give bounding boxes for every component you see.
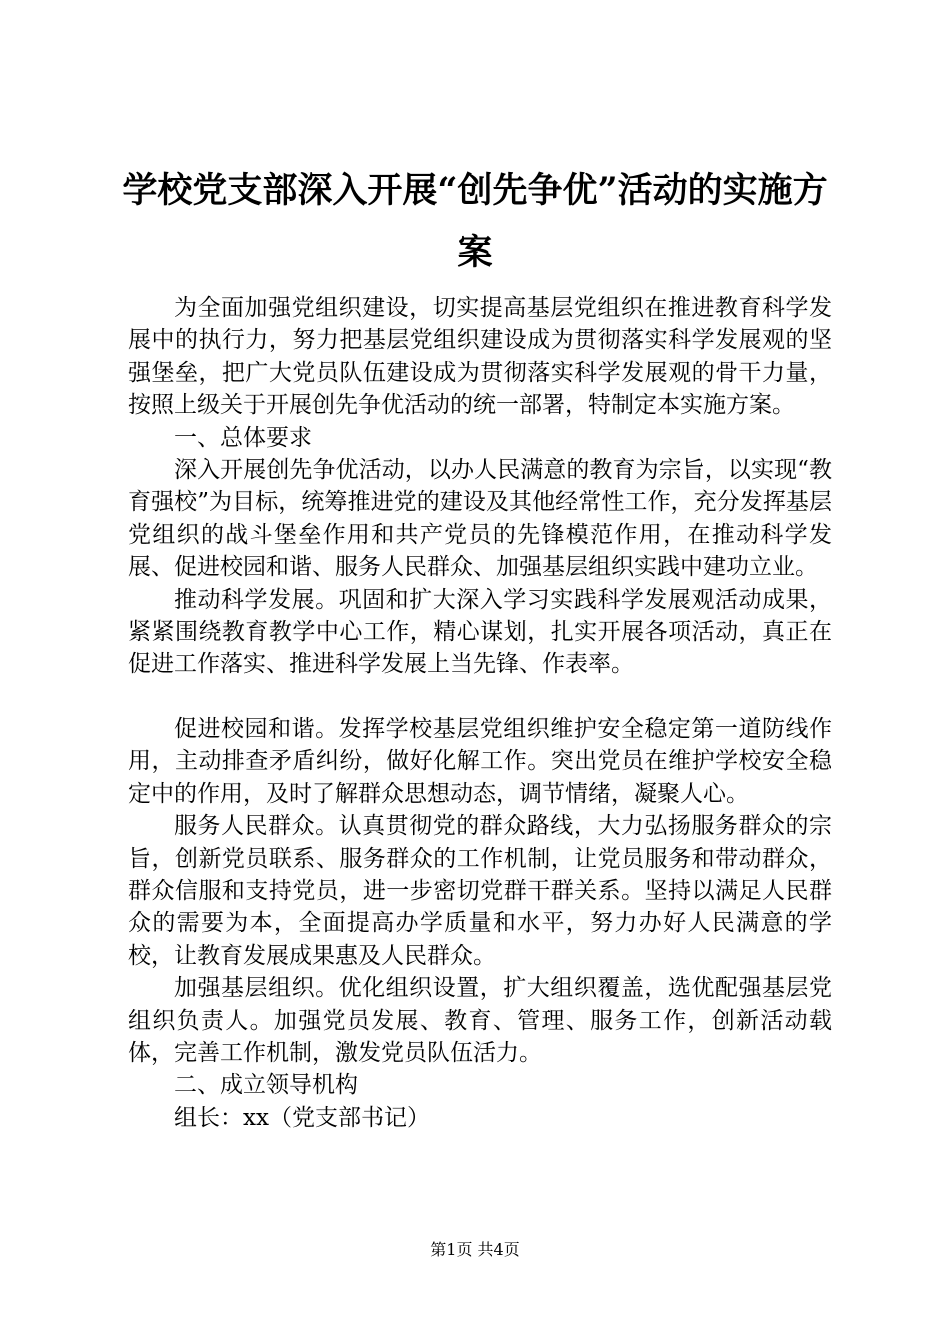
campus-harmony-paragraph: 促进校园和谐。发挥学校基层党组织维护安全稳定第一道防线作用，主动排查矛盾纠纷，做好化解工作。突出党员在维护学校安全稳定中的作用，及时了解群众思想动态，调节情绪，凝聚人心。	[128, 715, 832, 807]
document-body	[128, 292, 832, 1134]
strengthen-organization-paragraph: 加强基层组织。优化组织设置，扩大组织覆盖，选优配强基层党组织负责人。加强党员发展、教育、管理、服务工作，创新活动载体，完善工作机制，激发党员队伍活力。	[128, 975, 832, 1066]
general-requirements-paragraph: 深入开展创先争优活动，以办人民满意的教育为宗旨，以实现“教育强校”为目标，统筹推进党的建设及其他经常性工作，充分发挥基层党组织的战斗堡垒作用和共产党员的先锋模范作用，在推动科学发展、促进校园和谐、服务人民群众、加强基层组织实践中建功立业。	[128, 457, 832, 581]
section-heading-general-requirements: 一、总体要求	[174, 424, 312, 451]
team-leader-line: 组长：xx（党支部书记）	[174, 1104, 430, 1131]
intro-paragraph: 为全面加强党组织建设，切实提高基层党组织在推进教育科学发展中的执行力，努力把基层党组织建设成为贯彻落实科学发展观的坚强堡垒，把广大党员队伍建设成为贯彻落实科学发展观的骨干力量，按照上级关于开展创先争优活动的统一部署，特制定本实施方案。	[128, 295, 832, 419]
page-footer: 第1页 共4页	[430, 1240, 520, 1259]
serve-people-paragraph: 服务人民群众。认真贯彻党的群众路线，大力弘扬服务群众的宗旨，创新党员联系、服务群众的工作机制，让党员服务和带动群众，群众信服和支持党员，进一步密切党群干群关系。坚持以满足人民群众的需要为本，全面提高办学质量和水平，努力办好人民满意的学校，让教育发展成果惠及人民群众。	[128, 813, 832, 969]
document-title: 学校党支部深入开展“创先争优”活动的实施方案	[122, 170, 828, 273]
section-heading-leadership: 二、成立领导机构	[174, 1072, 358, 1099]
promote-development-paragraph: 推动科学发展。巩固和扩大深入学习实践科学发展观活动成果，紧紧围绕教育教学中心工作，精心谋划，扎实开展各项活动，真正在促进工作落实、推进科学发展上当先锋、作表率。	[128, 586, 832, 678]
